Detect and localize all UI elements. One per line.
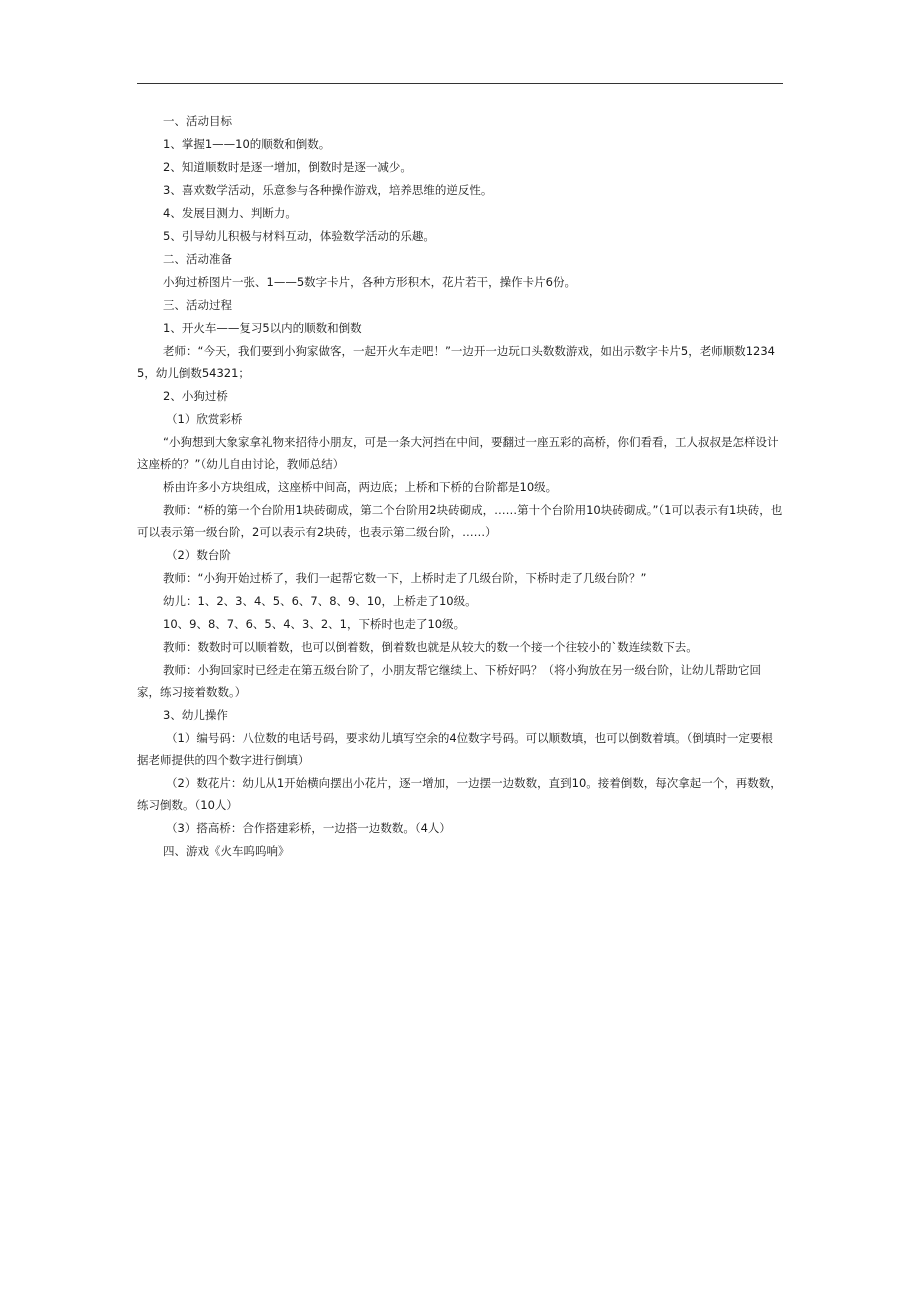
section-heading-game: 四、游戏《火车呜呜响》: [163, 844, 290, 858]
preparation-text: 小狗过桥图片一张、1——5数字卡片，各种方形积木，花片若干，操作卡片6份。: [163, 275, 576, 289]
goal-item-2: 2、知道顺数时是逐一增加，倒数时是逐一减少。: [163, 160, 412, 174]
activity-build-bridge: （3）搭高桥：合作搭建彩桥，一边搭一边数数。（4人）: [166, 821, 451, 835]
activity-count-flowers: （2）数花片：幼儿从1开始横向摆出小花片，逐一增加，一边摆一边数数，直到10。接着倒数，每次拿起一个，再数数，练习倒数。（10人）: [137, 776, 782, 812]
goal-item-1: 1、掌握1——10的顺数和倒数。: [163, 137, 331, 151]
step-2-sub-1-heading: （1）欣赏彩桥: [166, 412, 243, 426]
child-count-up: 幼儿：1、2、3、4、5、6、7、8、9、10，上桥走了10级。: [163, 594, 477, 608]
step-1-heading: 1、开火车——复习5以内的顺数和倒数: [163, 321, 362, 335]
goal-item-3: 3、喜欢数学活动，乐意参与各种操作游戏，培养思维的逆反性。: [163, 183, 493, 197]
activity-phone-number: （1）编号码：八位数的电话号码，要求幼儿填写空余的4位数字号码。可以顺数填，也可以倒数着填。（倒填时一定要根据老师提供的四个数字进行倒填）: [137, 731, 773, 767]
section-heading-process: 三、活动过程: [163, 298, 232, 312]
step-2-heading: 2、小狗过桥: [163, 389, 228, 403]
teacher-continue-question: 教师：小狗回家时已经走在第五级台阶了，小朋友帮它继续上、下桥好吗？（将小狗放在另一级台阶，让幼儿帮助它回家，练习接着数数。）: [137, 663, 761, 699]
teacher-count-summary: 教师：数数时可以顺着数，也可以倒着数，倒着数也就是从较大的数一个接一个往较小的`数连续数下去。: [163, 640, 698, 654]
section-heading-preparation: 二、活动准备: [163, 252, 232, 266]
step-1-teacher-text: 老师：“今天，我们要到小狗家做客，一起开火车走吧！”一边开一边玩口头数数游戏，如出示数字卡片5，老师顺数12345，幼儿倒数54321；: [137, 344, 775, 380]
step-2-sub-2-heading: （2）数台阶: [166, 548, 231, 562]
document-body: [137, 110, 783, 863]
teacher-count-question: 教师：“小狗开始过桥了，我们一起帮它数一下，上桥时走了几级台阶，下桥时走了几级台阶？”: [163, 571, 647, 585]
goal-item-5: 5、引导幼儿积极与材料互动，体验数学活动的乐趣。: [163, 229, 435, 243]
step-2-story-text: “小狗想到大象家拿礼物来招待小朋友，可是一条大河挡在中间，要翻过一座五彩的高桥，你们看看，工人叔叔是怎样设计这座桥的？”（幼儿自由讨论，教师总结）: [137, 435, 779, 471]
section-heading-goals: 一、活动目标: [163, 114, 232, 128]
step-3-heading: 3、幼儿操作: [163, 708, 228, 722]
header-rule: [137, 83, 783, 84]
teacher-bridge-explanation: 教师：“桥的第一个台阶用1块砖砌成，第二个台阶用2块砖砌成，……第十个台阶用10块砖砌成。”（1可以表示有1块砖，也可以表示第一级台阶，2可以表示有2块砖，也表示第二级台阶，……）: [137, 503, 783, 539]
goal-item-4: 4、发展目测力、判断力。: [163, 206, 297, 220]
child-count-down: 10、9、8、7、6、5、4、3、2、1，下桥时也走了10级。: [163, 617, 466, 631]
bridge-description: 桥由许多小方块组成，这座桥中间高，两边底；上桥和下桥的台阶都是10级。: [163, 480, 558, 494]
